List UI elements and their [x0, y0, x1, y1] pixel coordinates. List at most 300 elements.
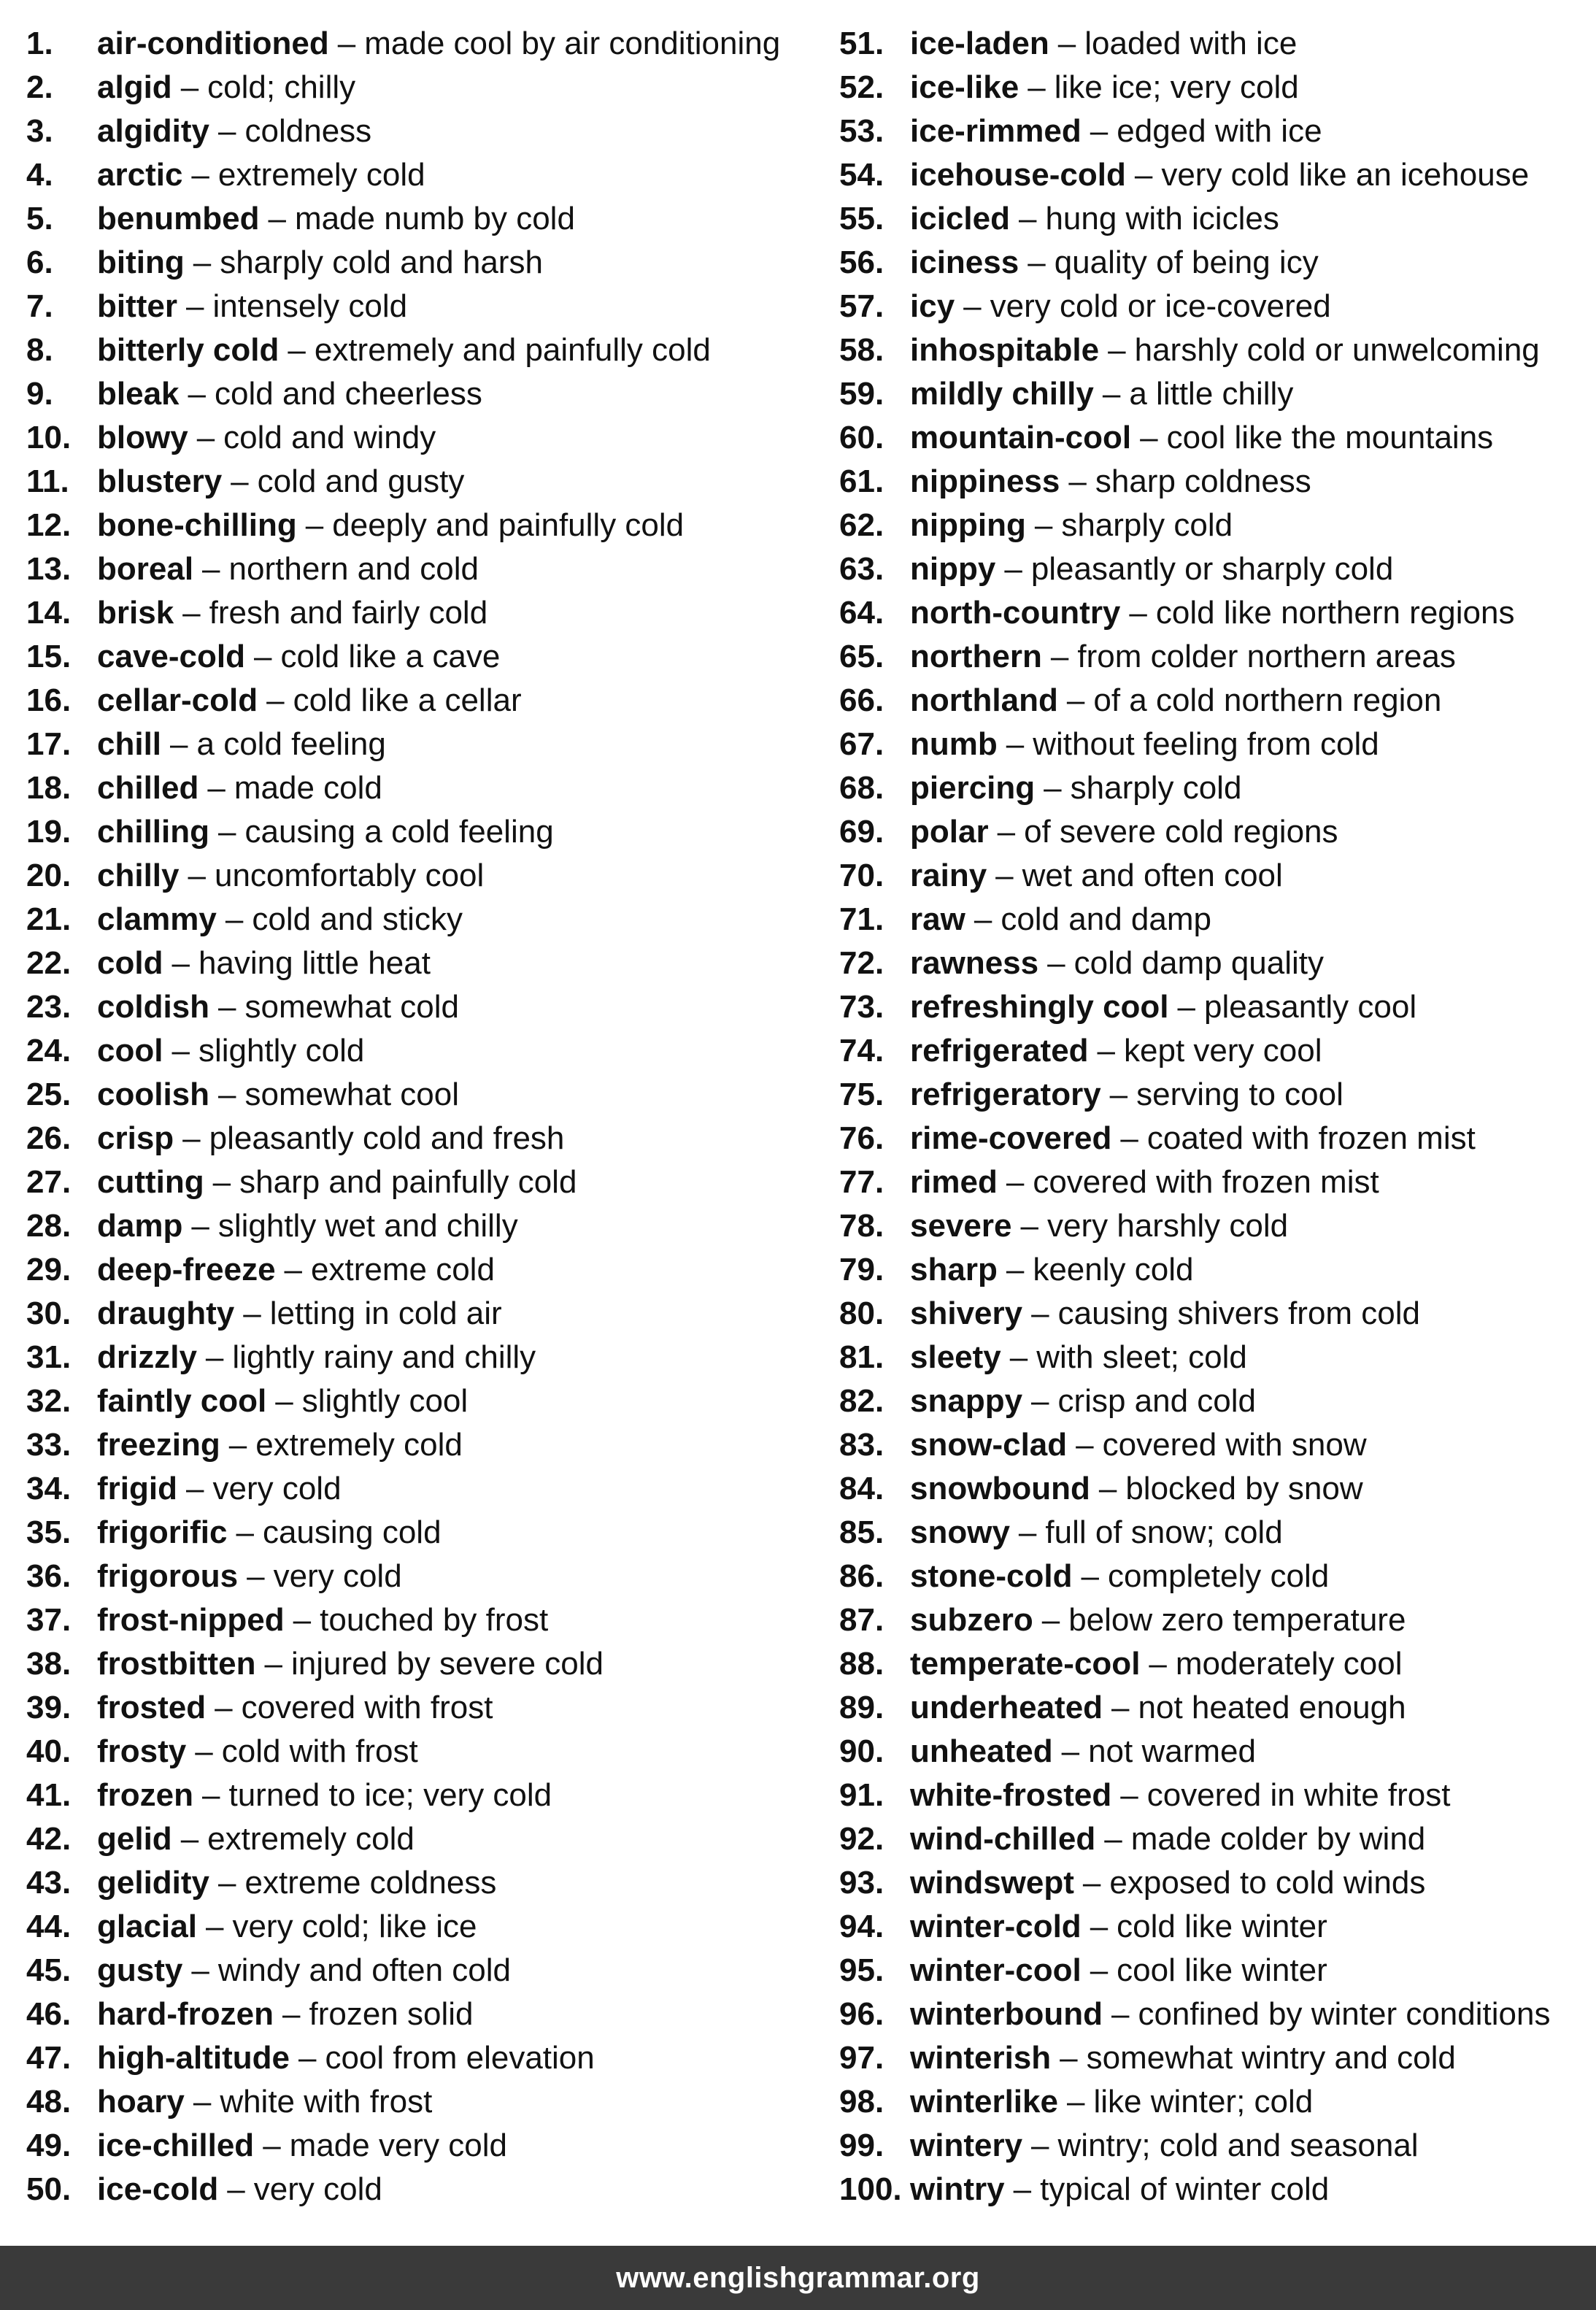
item-number: 66. [839, 682, 884, 718]
item-word: deep-freeze [97, 1252, 276, 1287]
list-item [26, 153, 829, 197]
item-number: 24. [26, 1033, 72, 1069]
item-definition: made colder by wind [1130, 1821, 1426, 1857]
list-item [26, 766, 829, 810]
list-item [839, 1467, 1591, 1511]
item-number: 85. [839, 1514, 884, 1550]
item-word: snappy [910, 1383, 1023, 1419]
item-number: 13. [26, 551, 72, 587]
item-number: 20. [26, 858, 72, 893]
word-list-right-column [839, 22, 1591, 2211]
item-separator: – [171, 945, 190, 981]
item-number: 18. [26, 770, 72, 806]
item-number: 55. [839, 201, 884, 236]
item-separator: – [1111, 1690, 1130, 1725]
item-definition: of a cold northern region [1093, 682, 1442, 718]
item-separator: – [218, 1077, 236, 1112]
item-separator: – [231, 463, 249, 499]
list-item [26, 1817, 829, 1861]
footer-url[interactable]: www.englishgrammar.org [616, 2262, 980, 2294]
item-definition: causing shivers from cold [1057, 1295, 1421, 1331]
item-number: 3. [26, 113, 53, 149]
item-word: frostbitten [97, 1646, 256, 1682]
item-number: 39. [26, 1690, 72, 1725]
item-definition: somewhat wintry and cold [1086, 2040, 1456, 2076]
item-number: 38. [26, 1646, 72, 1682]
item-definition: frozen solid [309, 1996, 474, 2032]
item-word: cold [97, 945, 163, 981]
item-definition: cold; chilly [207, 69, 356, 105]
item-word: algidity [97, 113, 210, 149]
item-separator: – [298, 2040, 317, 2076]
item-definition: coated with frozen mist [1146, 1120, 1476, 1156]
item-number: 92. [839, 1821, 884, 1857]
item-separator: – [253, 639, 272, 674]
item-separator: – [1102, 376, 1121, 412]
list-item [839, 985, 1591, 1029]
list-item [839, 1160, 1591, 1204]
item-separator: – [218, 1865, 236, 1901]
item-word: boreal [97, 551, 194, 587]
item-definition: cold and sticky [252, 901, 463, 937]
list-item [26, 942, 829, 985]
item-number: 29. [26, 1252, 72, 1287]
item-definition: lightly rainy and chilly [232, 1339, 536, 1375]
item-number: 40. [26, 1733, 72, 1769]
list-item [26, 1160, 829, 1204]
item-separator: – [1006, 726, 1025, 762]
item-word: faintly cool [97, 1383, 267, 1419]
list-item [26, 1423, 829, 1467]
list-item [26, 898, 829, 942]
item-word: wintery [910, 2128, 1023, 2163]
item-definition: keenly cold [1033, 1252, 1194, 1287]
item-word: chill [97, 726, 162, 762]
list-item [839, 1511, 1591, 1555]
item-separator: – [182, 1120, 201, 1156]
item-word: high-altitude [97, 2040, 290, 2076]
item-definition: causing cold [262, 1514, 442, 1550]
item-word: hard-frozen [97, 1996, 274, 2032]
item-word: hoary [97, 2084, 185, 2120]
item-definition: causing a cold feeling [244, 814, 554, 850]
item-number: 58. [839, 332, 884, 368]
item-number: 89. [839, 1690, 884, 1725]
item-definition: cool like winter [1117, 1952, 1327, 1988]
item-definition: fresh and fairly cold [209, 595, 488, 631]
item-number: 6. [26, 245, 53, 280]
item-definition: very harshly cold [1046, 1208, 1289, 1244]
item-definition: crisp and cold [1057, 1383, 1257, 1419]
item-number: 16. [26, 682, 72, 718]
item-separator: – [1018, 201, 1037, 236]
item-separator: – [1090, 1952, 1109, 1988]
list-item [839, 1730, 1591, 1774]
list-item [839, 898, 1591, 942]
list-item [839, 547, 1591, 591]
item-separator: – [1108, 332, 1126, 368]
item-word: ice-laden [910, 26, 1049, 61]
item-definition: extreme cold [311, 1252, 495, 1287]
item-number: 65. [839, 639, 884, 674]
item-word: icy [910, 288, 955, 324]
item-number: 37. [26, 1602, 72, 1638]
item-word: benumbed [97, 201, 260, 236]
item-separator: – [963, 288, 982, 324]
item-word: draughty [97, 1295, 235, 1331]
item-word: bitterly cold [97, 332, 280, 368]
list-item [26, 1598, 829, 1642]
item-word: clammy [97, 901, 217, 937]
item-number: 21. [26, 901, 72, 937]
list-item [26, 635, 829, 679]
item-separator: – [1031, 1383, 1049, 1419]
item-word: refreshingly cool [910, 989, 1169, 1025]
item-definition: serving to cool [1136, 1077, 1344, 1112]
item-definition: cold with frost [221, 1733, 418, 1769]
item-definition: turned to ice; very cold [228, 1777, 552, 1813]
item-word: rimed [910, 1164, 998, 1200]
item-number: 31. [26, 1339, 72, 1375]
item-definition: extreme coldness [244, 1865, 497, 1901]
list-item [839, 1336, 1591, 1379]
list-item [839, 723, 1591, 766]
item-separator: – [212, 1164, 231, 1200]
list-item [839, 416, 1591, 460]
list-item [26, 1642, 829, 1686]
item-separator: – [1120, 1120, 1138, 1156]
item-number: 47. [26, 2040, 72, 2076]
item-definition: sharply cold [1061, 507, 1233, 543]
item-word: coldish [97, 989, 210, 1025]
item-word: stone-cold [910, 1558, 1073, 1594]
list-item [839, 810, 1591, 854]
item-word: blustery [97, 463, 223, 499]
item-word: chilled [97, 770, 199, 806]
item-word: subzero [910, 1602, 1033, 1638]
item-definition: edged with ice [1117, 113, 1322, 149]
item-definition: like ice; very cold [1054, 69, 1299, 105]
item-number: 71. [839, 901, 884, 937]
item-separator: – [191, 157, 209, 193]
item-definition: somewhat cold [244, 989, 459, 1025]
list-item [26, 1336, 829, 1379]
item-number: 73. [839, 989, 884, 1025]
item-separator: – [215, 1690, 233, 1725]
item-number: 97. [839, 2040, 884, 2076]
item-separator: – [191, 1952, 209, 1988]
item-definition: hung with icicles [1045, 201, 1279, 236]
item-word: winterish [910, 2040, 1052, 2076]
item-definition: cold like winter [1117, 1909, 1327, 1944]
list-item [26, 66, 829, 109]
item-definition: coldness [244, 113, 372, 149]
item-word: crisp [97, 1120, 174, 1156]
list-item [26, 241, 829, 285]
item-definition: of severe cold regions [1024, 814, 1338, 850]
item-word: frosty [97, 1733, 187, 1769]
list-item [26, 197, 829, 241]
item-separator: – [1109, 1077, 1128, 1112]
item-definition: cold like northern regions [1155, 595, 1515, 631]
list-item [839, 460, 1591, 504]
item-number: 99. [839, 2128, 884, 2163]
item-separator: – [1061, 1733, 1080, 1769]
item-definition: cold and damp [1001, 901, 1211, 937]
item-word: frozen [97, 1777, 193, 1813]
item-separator: – [1028, 245, 1046, 280]
list-item [839, 1379, 1591, 1423]
item-number: 80. [839, 1295, 884, 1331]
list-item [839, 1423, 1591, 1467]
list-item [839, 1993, 1591, 2036]
item-definition: covered with frost [241, 1690, 493, 1725]
list-item [839, 679, 1591, 723]
item-separator: – [1031, 1295, 1049, 1331]
item-number: 76. [839, 1120, 884, 1156]
list-item [839, 109, 1591, 153]
item-word: underheated [910, 1690, 1103, 1725]
list-item [839, 2036, 1591, 2080]
item-definition: loaded with ice [1084, 26, 1298, 61]
list-item [26, 1029, 829, 1073]
item-separator: – [264, 1646, 283, 1682]
list-item [26, 679, 829, 723]
item-definition: confined by winter conditions [1138, 1996, 1551, 2032]
item-number: 98. [839, 2084, 884, 2120]
item-separator: – [1060, 2040, 1078, 2076]
item-separator: – [1013, 2171, 1032, 2207]
item-definition: quality of being icy [1054, 245, 1319, 280]
item-definition: cold like a cellar [293, 682, 522, 718]
list-item [839, 2124, 1591, 2168]
list-item [26, 1993, 829, 2036]
item-word: ice-chilled [97, 2128, 255, 2163]
item-number: 79. [839, 1252, 884, 1287]
item-definition: uncomfortably cool [214, 858, 485, 893]
item-separator: – [337, 26, 356, 61]
item-word: icehouse-cold [910, 157, 1126, 193]
item-word: rainy [910, 858, 987, 893]
item-word: ice-like [910, 69, 1019, 105]
item-definition: very cold or ice-covered [990, 288, 1331, 324]
item-number: 45. [26, 1952, 72, 1988]
item-separator: – [268, 201, 286, 236]
item-number: 93. [839, 1865, 884, 1901]
item-word: gusty [97, 1952, 183, 1988]
item-word: rawness [910, 945, 1039, 981]
list-item [26, 2036, 829, 2080]
item-word: icicled [910, 201, 1010, 236]
item-number: 2. [26, 69, 53, 105]
item-definition: touched by frost [320, 1602, 549, 1638]
item-word: mountain-cool [910, 420, 1132, 455]
list-item [839, 942, 1591, 985]
item-definition: slightly cold [198, 1033, 365, 1069]
item-separator: – [1066, 682, 1085, 718]
item-separator: – [193, 2084, 212, 2120]
list-item [26, 1686, 829, 1730]
item-separator: – [1140, 420, 1158, 455]
item-number: 91. [839, 1777, 884, 1813]
list-item [839, 1774, 1591, 1817]
item-word: ice-cold [97, 2171, 219, 2207]
item-number: 8. [26, 332, 53, 368]
list-item [839, 1292, 1591, 1336]
item-number: 41. [26, 1777, 72, 1813]
item-number: 64. [839, 595, 884, 631]
item-number: 78. [839, 1208, 884, 1244]
item-separator: – [284, 1252, 303, 1287]
list-item [26, 985, 829, 1029]
item-definition: full of snow; cold [1045, 1514, 1283, 1550]
item-separator: – [1090, 1909, 1109, 1944]
item-word: cool [97, 1033, 163, 1069]
item-word: refrigerated [910, 1033, 1089, 1069]
item-separator: – [1134, 157, 1153, 193]
item-definition: slightly cool [301, 1383, 469, 1419]
item-definition: made cold [234, 770, 382, 806]
item-separator: – [293, 1602, 312, 1638]
item-definition: made cool by air conditioning [364, 26, 781, 61]
item-definition: cold like a cave [280, 639, 501, 674]
item-number: 61. [839, 463, 884, 499]
item-separator: – [195, 1733, 213, 1769]
list-item [839, 766, 1591, 810]
list-item [839, 1073, 1591, 1117]
list-item [26, 1905, 829, 1949]
item-number: 15. [26, 639, 72, 674]
item-word: winter-cold [910, 1909, 1082, 1944]
item-definition: cold and windy [223, 420, 436, 455]
item-separator: – [191, 1208, 209, 1244]
item-word: brisk [97, 595, 174, 631]
item-number: 7. [26, 288, 53, 324]
item-word: cellar-cold [97, 682, 258, 718]
item-separator: – [218, 814, 236, 850]
item-separator: – [266, 682, 285, 718]
item-separator: – [1004, 551, 1022, 587]
item-definition: harshly cold or unwelcoming [1134, 332, 1540, 368]
list-item [26, 1248, 829, 1292]
list-item [26, 1861, 829, 1905]
item-separator: – [275, 1383, 293, 1419]
item-number: 9. [26, 376, 53, 412]
item-number: 90. [839, 1733, 884, 1769]
list-item [26, 810, 829, 854]
item-definition: very cold [212, 1471, 342, 1506]
list-item [26, 1774, 829, 1817]
item-definition: intensely cold [212, 288, 408, 324]
item-number: 17. [26, 726, 72, 762]
list-item [26, 1292, 829, 1336]
item-word: windswept [910, 1865, 1074, 1901]
item-number: 86. [839, 1558, 884, 1594]
item-word: snow-clad [910, 1427, 1068, 1463]
item-word: nippy [910, 551, 996, 587]
list-item [839, 1598, 1591, 1642]
item-word: winter-cool [910, 1952, 1082, 1988]
item-separator: – [205, 1339, 224, 1375]
item-definition: extremely and painfully cold [314, 332, 711, 368]
item-word: snowy [910, 1514, 1010, 1550]
item-number: 57. [839, 288, 884, 324]
list-item [839, 635, 1591, 679]
item-definition: sharp coldness [1095, 463, 1311, 499]
item-number: 72. [839, 945, 884, 981]
item-word: numb [910, 726, 998, 762]
item-word: severe [910, 1208, 1012, 1244]
item-separator: – [263, 2128, 281, 2163]
list-item [839, 241, 1591, 285]
item-definition: windy and often cold [217, 1952, 511, 1988]
item-number: 19. [26, 814, 72, 850]
item-separator: – [188, 376, 206, 412]
item-definition: wintry; cold and seasonal [1057, 2128, 1419, 2163]
item-word: raw [910, 901, 965, 937]
list-item [839, 1204, 1591, 1248]
list-item [839, 591, 1591, 635]
item-word: shivery [910, 1295, 1023, 1331]
item-separator: – [1020, 1208, 1038, 1244]
item-number: 11. [26, 463, 69, 499]
item-word: refrigeratory [910, 1077, 1101, 1112]
item-definition: pleasantly or sharply cold [1030, 551, 1394, 587]
item-word: iciness [910, 245, 1019, 280]
item-definition: slightly wet and chilly [217, 1208, 518, 1244]
item-number: 68. [839, 770, 884, 806]
item-word: northern [910, 639, 1042, 674]
list-item [26, 2168, 829, 2211]
item-definition: made very cold [289, 2128, 508, 2163]
item-separator: – [1082, 1865, 1101, 1901]
list-item [839, 1817, 1591, 1861]
list-item [26, 109, 829, 153]
item-definition: typical of winter cold [1040, 2171, 1330, 2207]
list-item [839, 197, 1591, 241]
item-word: coolish [97, 1077, 210, 1112]
item-separator: – [1028, 69, 1046, 105]
item-number: 63. [839, 551, 884, 587]
item-word: chilly [97, 858, 180, 893]
list-item [26, 1379, 829, 1423]
item-number: 30. [26, 1295, 72, 1331]
item-separator: – [218, 989, 236, 1025]
list-item [26, 854, 829, 898]
item-definition: not heated enough [1138, 1690, 1406, 1725]
item-definition: made numb by cold [294, 201, 575, 236]
item-definition: exposed to cold winds [1109, 1865, 1426, 1901]
item-separator: – [185, 1471, 204, 1506]
item-word: blowy [97, 420, 188, 455]
item-definition: cool like the mountains [1166, 420, 1494, 455]
item-number: 53. [839, 113, 884, 149]
item-number: 75. [839, 1077, 884, 1112]
item-definition: not warmed [1088, 1733, 1256, 1769]
item-word: inhospitable [910, 332, 1100, 368]
item-number: 33. [26, 1427, 72, 1463]
item-separator: – [1097, 1033, 1116, 1069]
item-definition: letting in cold air [269, 1295, 502, 1331]
item-separator: – [218, 113, 236, 149]
item-definition: having little heat [198, 945, 431, 981]
item-separator: – [228, 1427, 247, 1463]
item-number: 56. [839, 245, 884, 280]
list-item [26, 1204, 829, 1248]
item-separator: – [1076, 1427, 1094, 1463]
list-item [26, 460, 829, 504]
item-separator: – [288, 332, 306, 368]
